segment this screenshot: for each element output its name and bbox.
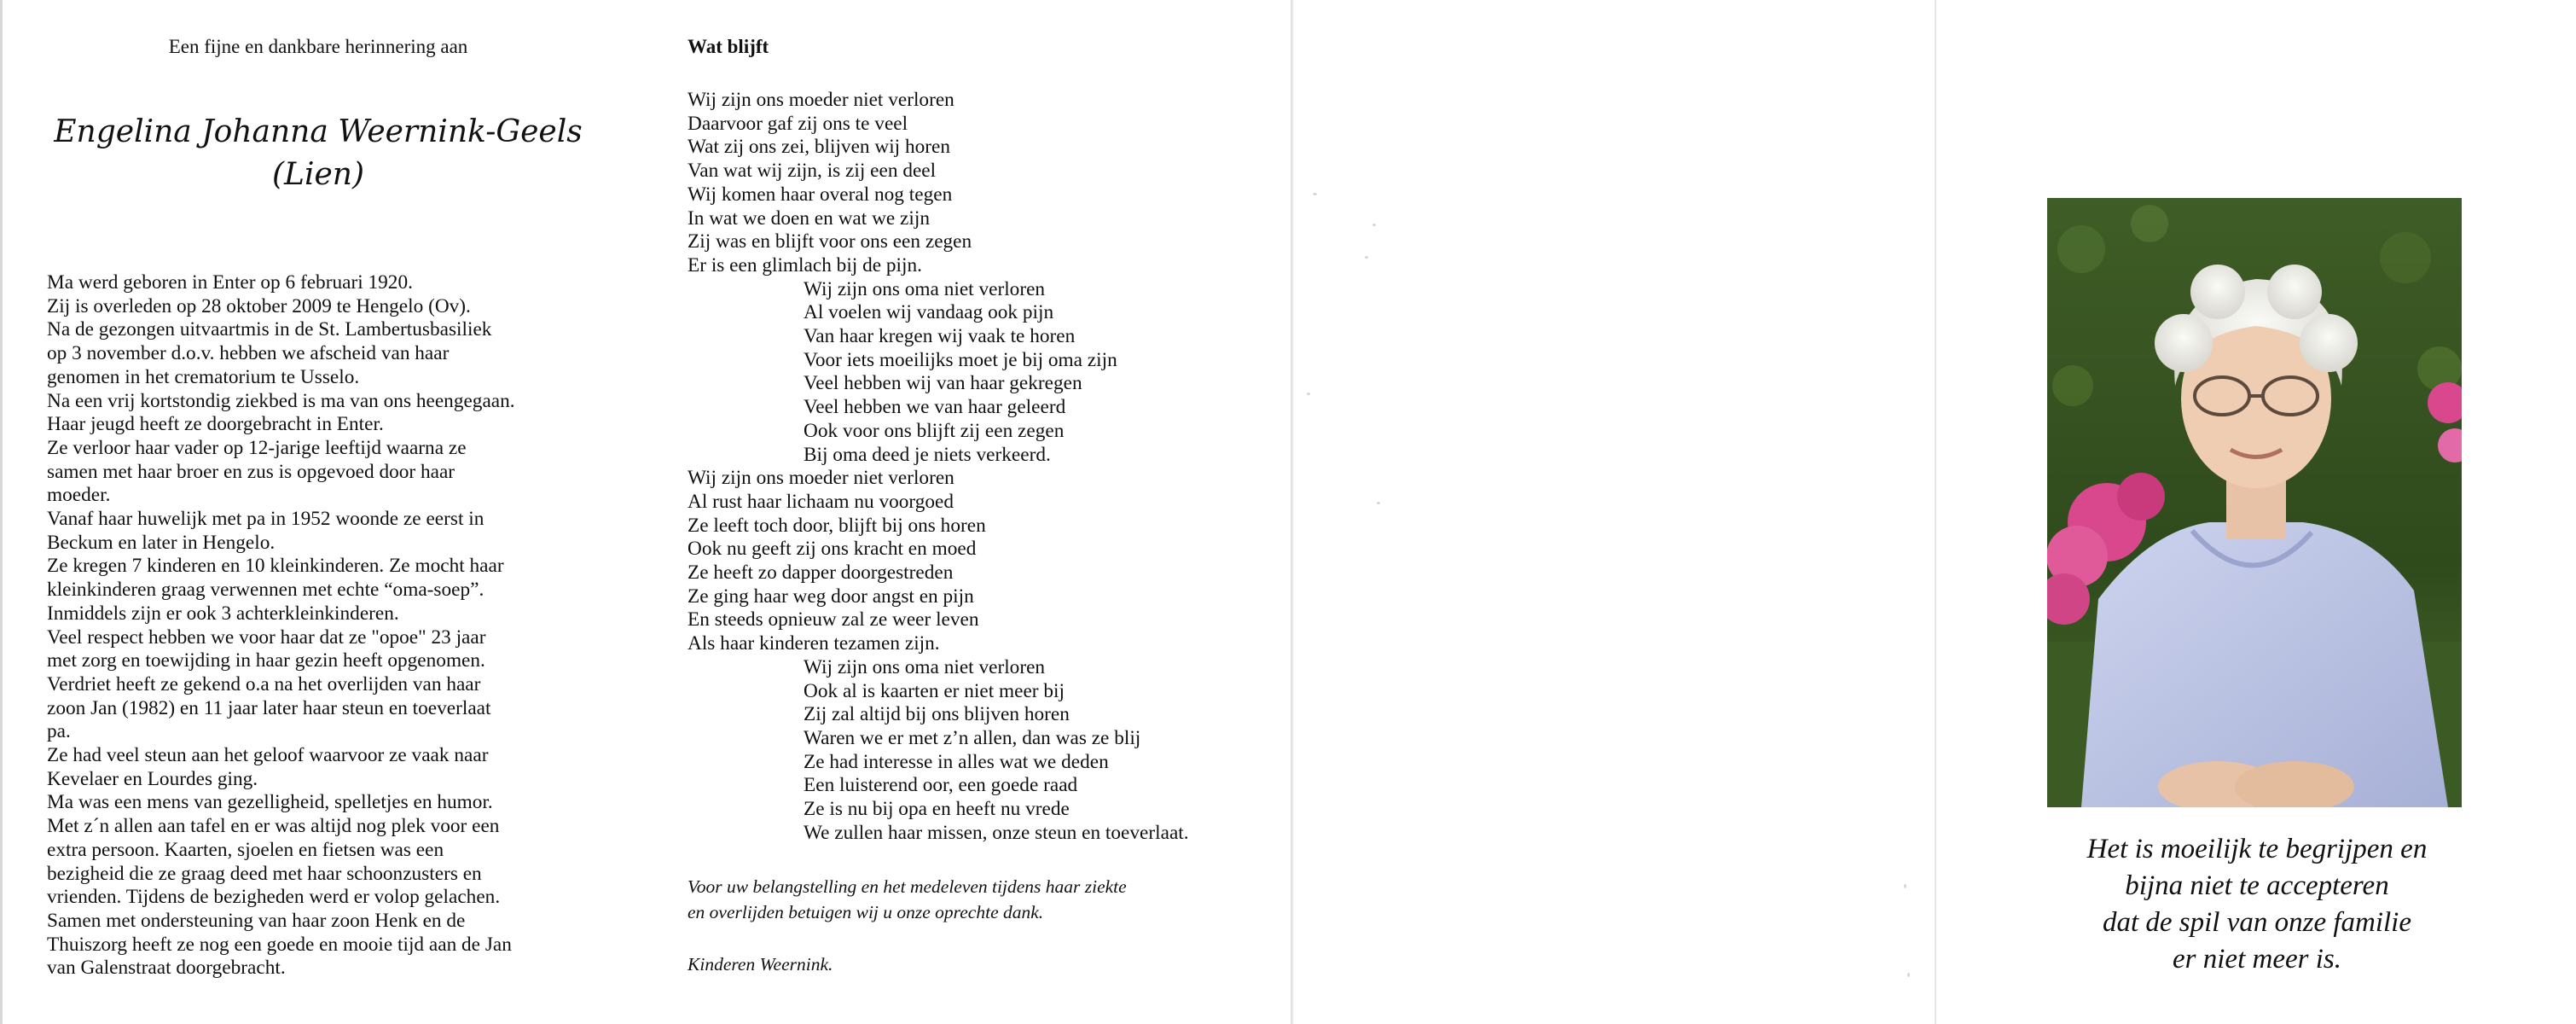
poem-line: In wat we doen en wat we zijn: [688, 207, 930, 230]
poem-line: Ze ging haar weg door angst en pijn: [688, 585, 974, 608]
left-panel-biography: [0, 0, 648, 1024]
poem-line: Veel hebben we van haar geleerd: [804, 396, 1066, 419]
poem-line: Ze had interesse in alles wat we deden: [804, 750, 1109, 773]
thanks-line: Voor uw belangstelling en het medeleven tijdens haar ziekte: [688, 876, 1127, 897]
biography-line: genomen in het crematorium te Usselo.: [47, 365, 360, 388]
poem-line: Ook voor ons blijft zij een zegen: [804, 419, 1065, 442]
poem-line: Van wat wij zijn, is zij een deel: [688, 160, 937, 183]
paper-speck: [1365, 256, 1368, 259]
poem-line: Wij zijn ons oma niet verloren: [804, 655, 1046, 678]
poem-line: Ze leeft toch door, blijft bij ons horen: [688, 514, 986, 537]
poem-line: Zij zal altijd bij ons blijven horen: [804, 703, 1070, 726]
biography-line: Thuiszorg heeft ze nog een goede en mooie tijd aan de Jan: [47, 933, 512, 956]
poem-line: Wij komen haar overal nog tegen: [688, 183, 953, 206]
thanks-text: [688, 874, 1127, 925]
signature: Kinderen Weernink.: [688, 954, 833, 975]
biography-line: Kevelaer en Lourdes ging.: [47, 767, 258, 790]
poem-title: Wat blijft: [688, 36, 769, 57]
poem-line: We zullen haar missen, onze steun en toeverlaat.: [804, 821, 1189, 844]
biography-line: vrienden. Tijdens de bezigheden werd er volop gelachen.: [47, 886, 501, 909]
poem-line: En steeds opnieuw zal ze weer leven: [688, 608, 979, 631]
poem-line: Al voelen wij vandaag ook pijn: [804, 301, 1054, 324]
caption-line: Het is moeilijk te begrijpen en: [2086, 834, 2428, 864]
intro-text: Een fijne en dankbare herinnering aan: [168, 36, 468, 57]
paper-speck: [1377, 502, 1380, 504]
biography-line: Na een vrij kortstondig ziekbed is ma van ons heengegaan.: [47, 389, 515, 412]
caption-line: er niet meer is.: [2173, 944, 2341, 975]
poem-line: Daarvoor gaf zij ons te veel: [688, 112, 908, 135]
biography-line: Beckum en later in Hengelo.: [47, 531, 276, 554]
paper-speck: [1904, 884, 1906, 888]
biography-line: Inmiddels zijn er ook 3 achterkleinkinderen.: [47, 602, 399, 625]
biography-line: op 3 november d.o.v. hebben we afscheid van haar: [47, 342, 450, 365]
biography-line: Na de gezongen uitvaartmis in de St. Lambertusbasiliek: [47, 318, 492, 341]
biography-line: van Galenstraat doorgebracht.: [47, 957, 286, 980]
poem-line: Als haar kinderen tezamen zijn.: [688, 632, 940, 655]
biography-line: Samen met ondersteuning van haar zoon Henk en de: [47, 909, 466, 932]
poem-line: Bij oma deed je niets verkeerd.: [804, 443, 1051, 466]
biography-text: [47, 271, 610, 980]
biography-line: Met z´n allen aan tafel en er was altijd nog plek voor een: [47, 815, 500, 838]
poem-line: Zij was en blijft voor ons een zegen: [688, 230, 972, 253]
poem-line: Wij zijn ons oma niet verloren: [804, 277, 1046, 300]
poem-line: Ook nu geeft zij ons kracht en moed: [688, 538, 977, 561]
biography-line: samen met haar broer en zus is opgevoed door haar: [47, 460, 455, 483]
biography-line: moeder.: [47, 484, 111, 507]
poem-line: Er is een glimlach bij de pijn.: [688, 253, 922, 276]
memorial-caption: [2022, 831, 2492, 978]
poem-line: Een luisterend oor, een goede raad: [804, 774, 1078, 797]
poem-line: Wij zijn ons moeder niet verloren: [688, 89, 954, 111]
poem-line: Ze is nu bij opa en heeft nu vrede: [804, 798, 1070, 821]
poem-panel: [648, 0, 1292, 1024]
biography-line: Ze had veel steun aan het geloof waarvoor ze vaak naar: [47, 744, 489, 767]
biography-line: extra persoon. Kaarten, sjoelen en fietsen was een: [47, 838, 444, 861]
biography-line: met zorg en toewijding in haar gezin heeft opgenomen.: [47, 649, 485, 672]
biography-line: zoon Jan (1982) en 11 jaar later haar steun en toeverlaat: [47, 696, 491, 719]
biography-line: Zij is overleden op 28 oktober 2009 te Hengelo (Ov).: [47, 294, 471, 317]
poem-line: Al rust haar lichaam nu voorgoed: [688, 490, 954, 513]
portrait-photo: [2047, 198, 2462, 807]
poem-line: Voor iets moeilijks moet je bij oma zijn: [804, 348, 1117, 371]
poem-line: Ze heeft zo dapper doorgestreden: [688, 561, 954, 585]
poem-line: Veel hebben wij van haar gekregen: [804, 372, 1082, 395]
poem-line: Wij zijn ons moeder niet verloren: [688, 467, 954, 490]
biography-line: bezigheid die ze graag deed met haar schoonzusters en: [47, 862, 482, 885]
caption-line: bijna niet te accepteren: [2125, 870, 2389, 901]
caption-line: dat de spil van onze familie: [2102, 907, 2412, 938]
portrait-image: [2047, 198, 2462, 807]
poem-line: Ook al is kaarten er niet meer bij: [804, 679, 1065, 702]
deceased-nickname: (Lien): [272, 157, 364, 192]
poem-text: [688, 89, 1285, 846]
thanks-line: en overlijden betuigen wij u onze oprechte dank.: [688, 902, 1044, 922]
biography-line: Haar jeugd heeft ze doorgebracht in Enter.: [47, 413, 384, 436]
biography-line: Ma werd geboren in Enter op 6 februari 1920.: [47, 271, 413, 294]
photo-panel: [1935, 0, 2576, 1024]
paper-speck: [1313, 193, 1317, 195]
biography-line: pa.: [47, 720, 71, 743]
biography-line: Ze verloor haar vader op 12-jarige leeftijd waarna ze: [47, 436, 467, 459]
paper-speck: [1372, 224, 1376, 226]
biography-line: Verdriet heeft ze gekend o.a na het overlijden van haar: [47, 672, 481, 695]
biography-line: kleinkinderen graag verwennen met echte “oma-soep”.: [47, 579, 484, 602]
blank-inner-panel: [1294, 0, 1934, 1024]
paper-speck: [1907, 973, 1910, 977]
biography-line: Veel respect hebben we voor haar dat ze "opoe" 23 jaar: [47, 625, 486, 649]
biography-line: Ma was een mens van gezelligheid, spelletjes en humor.: [47, 791, 493, 814]
paper-speck: [1307, 393, 1310, 395]
poem-line: Waren we er met z’n allen, dan was ze blij: [804, 726, 1141, 749]
poem-line: Wat zij ons zei, blijven wij horen: [688, 136, 951, 159]
biography-line: Ze kregen 7 kinderen en 10 kleinkinderen. Ze mocht haar: [47, 555, 504, 578]
poem-line: Van haar kregen wij vaak te horen: [804, 325, 1076, 348]
deceased-name: Engelina Johanna Weernink-Geels: [54, 114, 583, 149]
biography-line: Vanaf haar huwelijk met pa in 1952 woonde ze eerst in: [47, 508, 484, 531]
